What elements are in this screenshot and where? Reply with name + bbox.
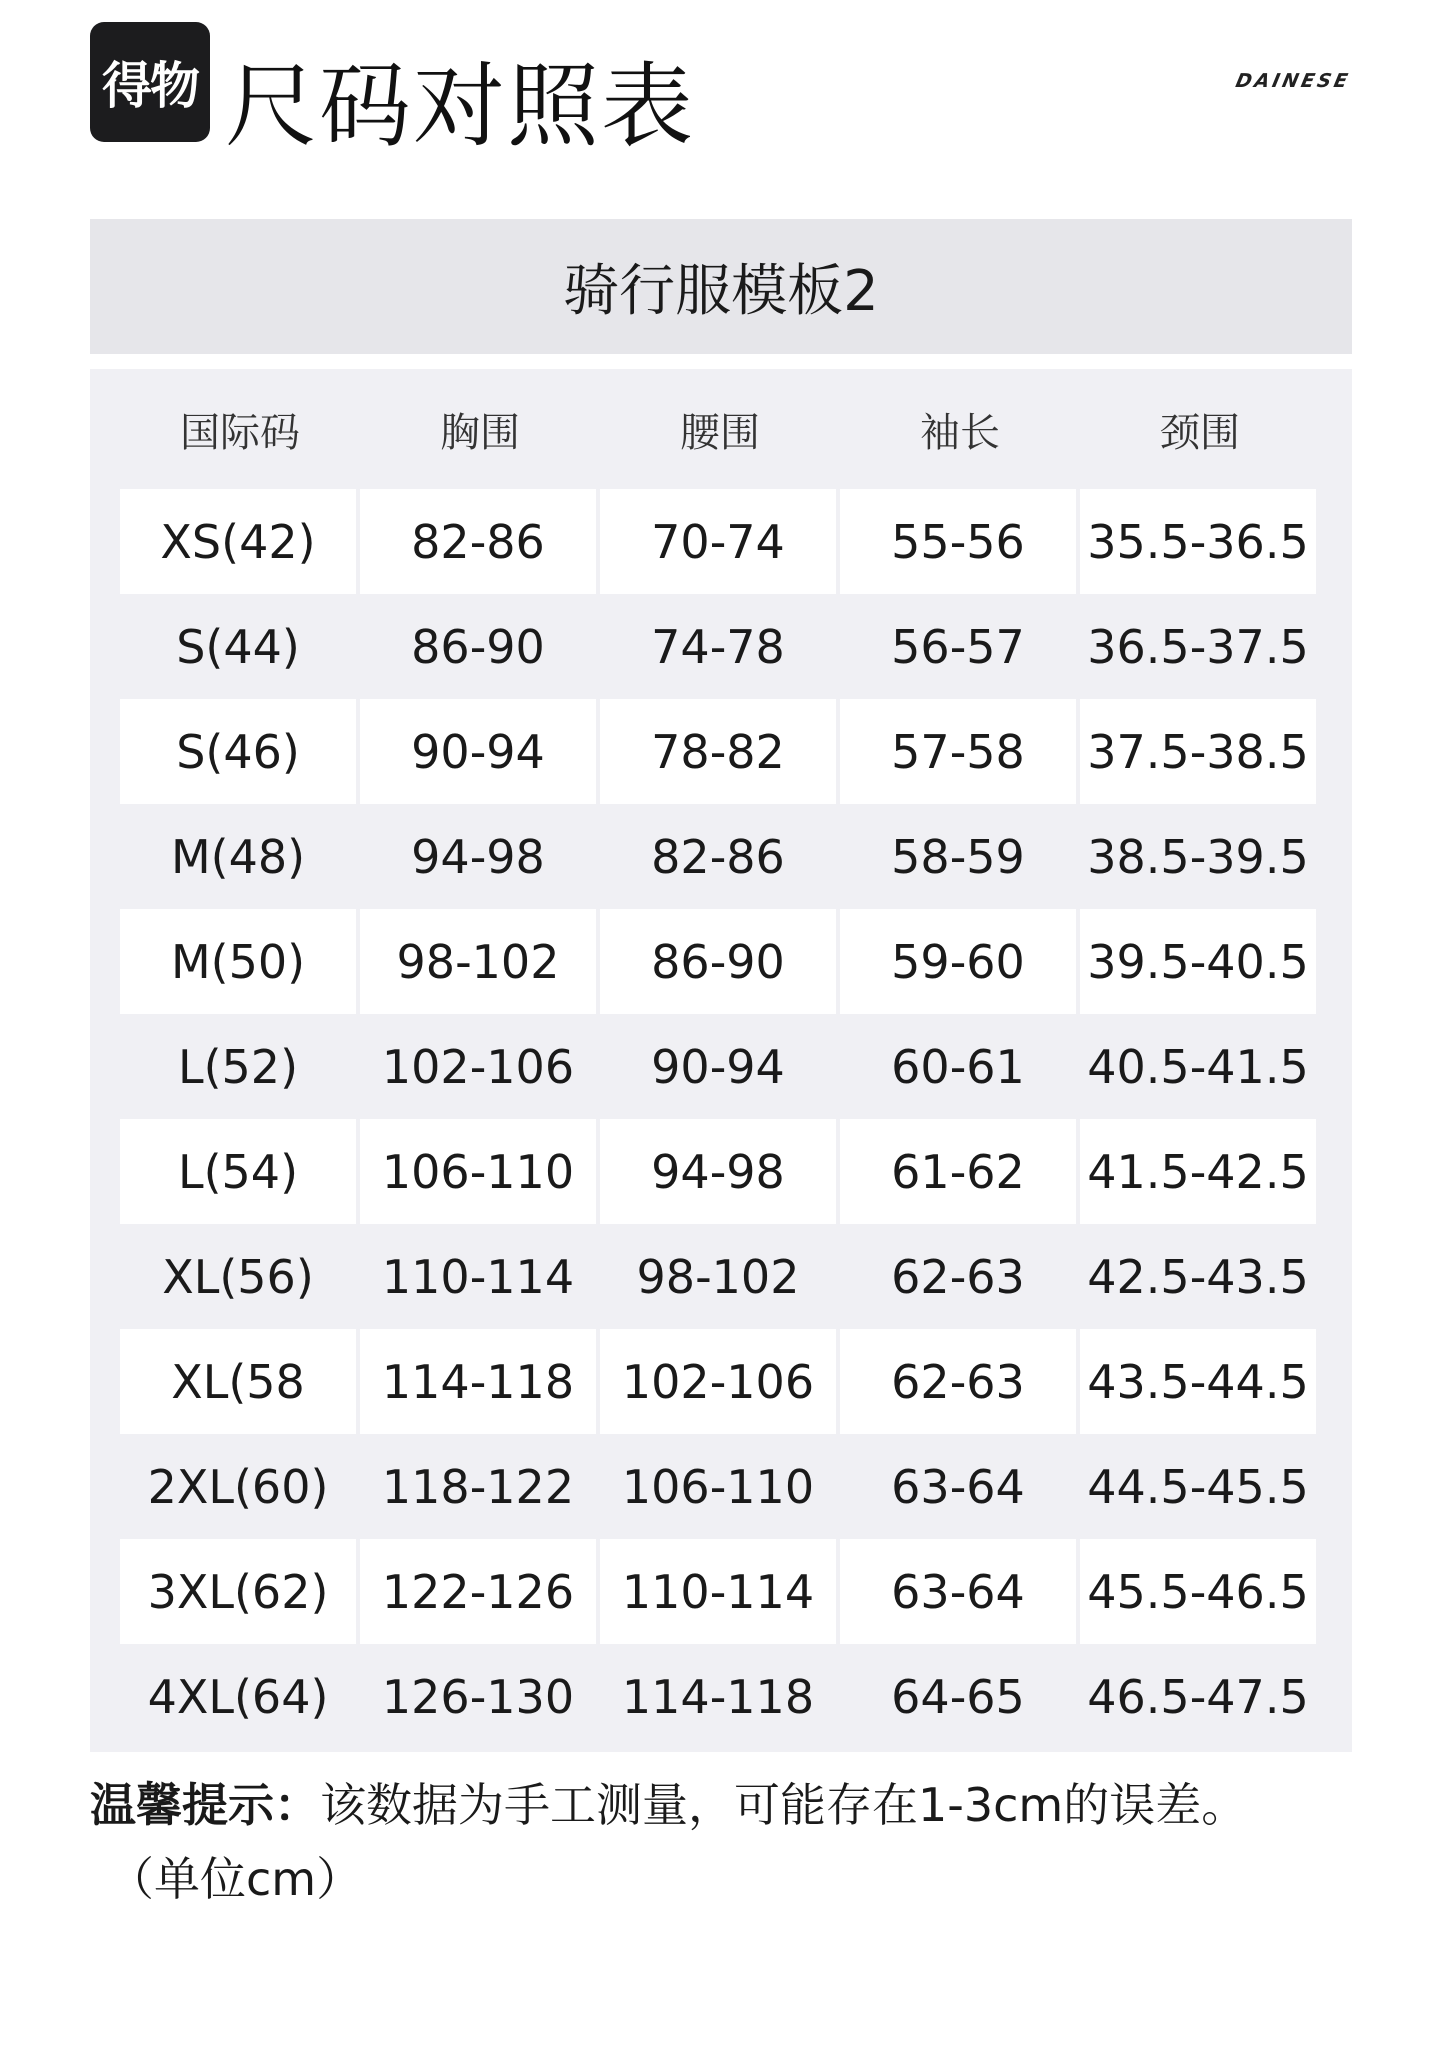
table-cell: 39.5-40.5 (1080, 909, 1316, 1014)
size-chart (90, 219, 1352, 1752)
column-header: 胸围 (440, 409, 520, 456)
tip-text: 该数据为手工测量，可能存在1-3cm的误差。 (320, 1778, 1248, 1832)
table-cell: 56-57 (891, 619, 1025, 674)
column-header: 颈围 (1160, 409, 1240, 456)
column-header: 腰围 (680, 409, 760, 456)
table-cell: L(52) (177, 1039, 299, 1094)
table-cell: 61-62 (840, 1119, 1076, 1224)
table-cell: 78-82 (600, 699, 836, 804)
table-cell: 62-63 (891, 1249, 1025, 1304)
table-row (120, 909, 1322, 1014)
table-cell: 106-110 (360, 1119, 596, 1224)
table-cell: 43.5-44.5 (1080, 1329, 1316, 1434)
table-cell: 94-98 (600, 1119, 836, 1224)
table-cell: 40.5-41.5 (1087, 1039, 1309, 1094)
table-cell: 126-130 (381, 1669, 575, 1724)
table-row (120, 1224, 1322, 1329)
table-body (120, 489, 1322, 1749)
table-cell: M(48) (170, 829, 306, 884)
table-cell: 110-114 (600, 1539, 836, 1644)
table-cell: 82-86 (651, 829, 785, 884)
table-cell: M(50) (120, 909, 356, 1014)
table-cell: 114-118 (360, 1329, 596, 1434)
table-cell: 74-78 (651, 619, 785, 674)
page-title: 尺码对照表 (225, 53, 696, 160)
table-row (120, 489, 1322, 594)
table-cell: 37.5-38.5 (1080, 699, 1316, 804)
table-cell: 42.5-43.5 (1087, 1249, 1309, 1304)
table-row (120, 594, 1322, 699)
table-cell: XS(42) (120, 489, 356, 594)
table-cell: XL(56) (162, 1249, 314, 1304)
table-cell: 94-98 (411, 829, 545, 884)
table-cell: 64-65 (891, 1669, 1025, 1724)
table-cell: 86-90 (600, 909, 836, 1014)
table-cell: 62-63 (840, 1329, 1076, 1434)
table-cell: 63-64 (891, 1459, 1025, 1514)
table-cell: S(44) (176, 619, 300, 674)
table-cell: 122-126 (360, 1539, 596, 1644)
table-cell: 60-61 (891, 1039, 1025, 1094)
table-cell: 35.5-36.5 (1080, 489, 1316, 594)
table-cell: 59-60 (840, 909, 1076, 1014)
table-cell: 44.5-45.5 (1087, 1459, 1309, 1514)
table-cell: 102-106 (600, 1329, 836, 1434)
table-cell: S(46) (120, 699, 356, 804)
table-cell: 41.5-42.5 (1080, 1119, 1316, 1224)
table-cell: 3XL(62) (120, 1539, 356, 1644)
table-cell: 57-58 (840, 699, 1076, 804)
table-row (120, 1434, 1322, 1539)
table-cell: 106-110 (621, 1459, 815, 1514)
tip-note (90, 1768, 1360, 1916)
table-cell: 102-106 (381, 1039, 575, 1094)
table-cell: 90-94 (360, 699, 596, 804)
unit-note: （单位cm） (108, 1852, 363, 1906)
table-cell: 2XL(60) (147, 1459, 329, 1514)
tip-label: 温馨提示： (90, 1778, 320, 1832)
dewu-logo: 得物 (90, 22, 210, 142)
table-cell: 86-90 (411, 619, 545, 674)
table-cell: 63-64 (840, 1539, 1076, 1644)
table-row (120, 804, 1322, 909)
table-row (120, 1644, 1322, 1749)
chart-title: 骑行服模板2 (90, 219, 1352, 354)
table-cell: 45.5-46.5 (1080, 1539, 1316, 1644)
table-cell: 55-56 (840, 489, 1076, 594)
table-row (120, 1329, 1322, 1434)
table-cell: 38.5-39.5 (1087, 829, 1309, 884)
table-cell: 110-114 (381, 1249, 575, 1304)
table-row (120, 1119, 1322, 1224)
table-row (120, 699, 1322, 804)
column-header: 国际码 (180, 409, 300, 456)
table-cell: 4XL(64) (147, 1669, 329, 1724)
table-cell: 90-94 (651, 1039, 785, 1094)
table-row (120, 1014, 1322, 1119)
table-cell: L(54) (120, 1119, 356, 1224)
table-cell: 58-59 (891, 829, 1025, 884)
brand-logo: DAINESE (1233, 70, 1353, 92)
table-cell: 70-74 (600, 489, 836, 594)
table-cell: 36.5-37.5 (1087, 619, 1309, 674)
table-header (120, 369, 1322, 489)
table-cell: 114-118 (621, 1669, 815, 1724)
table-cell: 98-102 (360, 909, 596, 1014)
table-cell: XL(58 (120, 1329, 356, 1434)
header (90, 22, 1353, 172)
size-table (90, 369, 1352, 1752)
table-cell: 82-86 (360, 489, 596, 594)
table-cell: 46.5-47.5 (1087, 1669, 1309, 1724)
table-row (120, 1539, 1322, 1644)
table-cell: 118-122 (381, 1459, 575, 1514)
table-cell: 98-102 (636, 1249, 800, 1304)
column-header: 袖长 (920, 409, 1000, 456)
